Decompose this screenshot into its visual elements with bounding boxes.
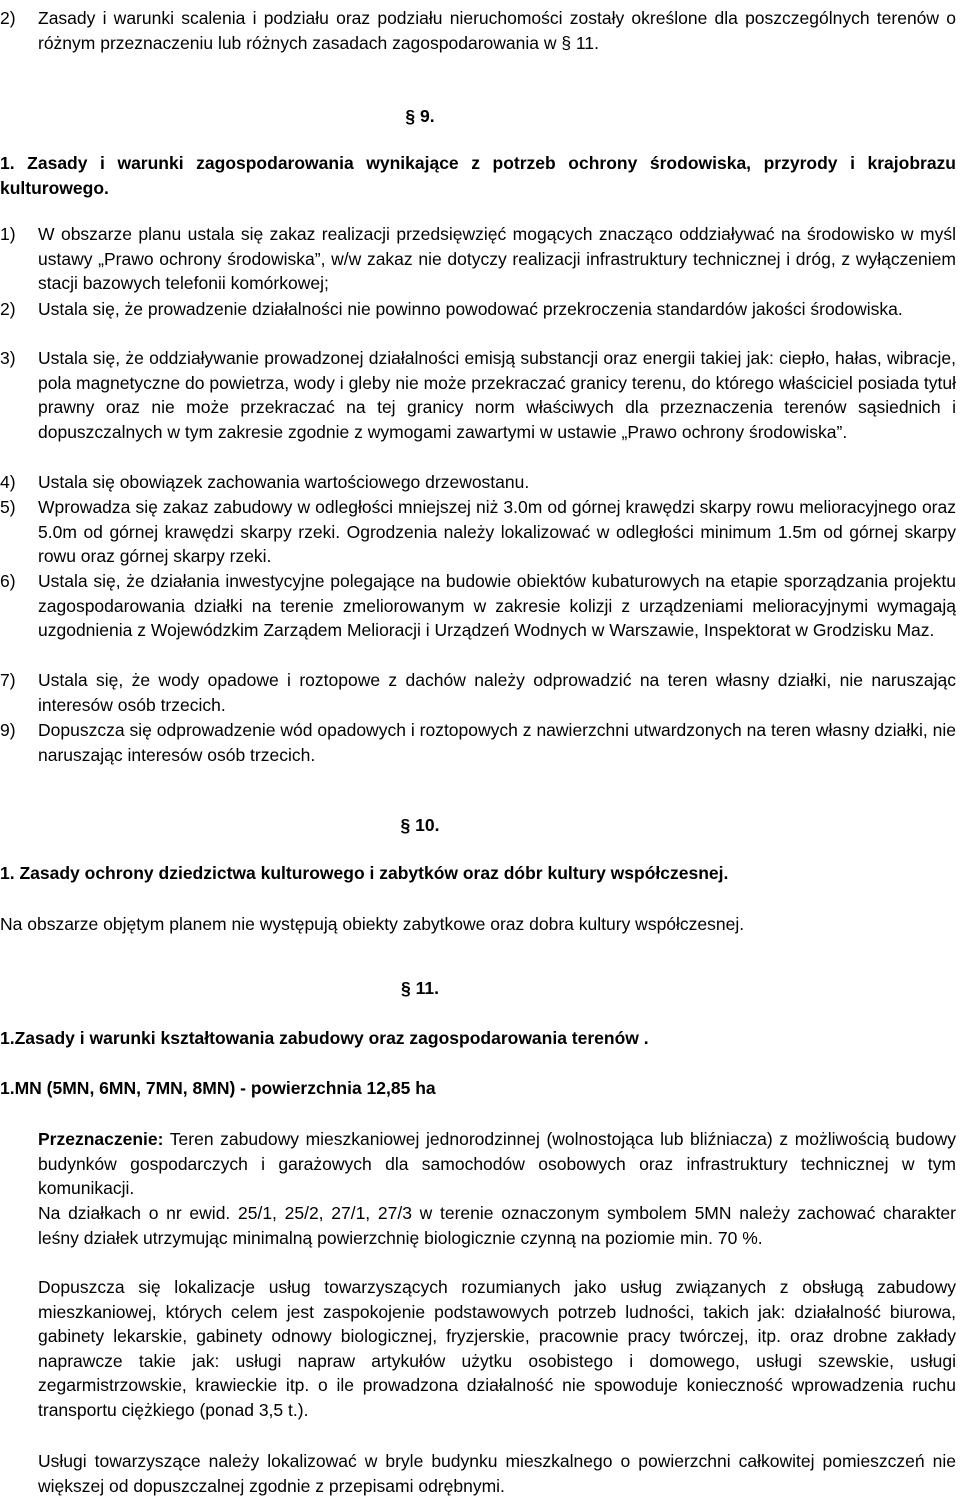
paragraph-services-location: Usługi towarzyszące należy lokalizować w bryle budynku mieszkalnego o powierzchni całkowitej pomieszczeń nie większej od dopuszczalnej zgodnie z przepisami odrębnymi.	[38, 1451, 956, 1496]
section-11-subtitle: 1.MN (5MN, 6MN, 7MN, 8MN) - powierzchnia 12,85 ha	[0, 1078, 436, 1098]
przeznaczenie-paragraph	[38, 1127, 956, 1201]
list-item-text: Ustala się, że oddziaływanie prowadzonej działalności emisją substancji oraz energii takiej jak: ciepło, hałas, wibracje, pola magnetyczne do powietrza, wody i gleby nie może przekraczać granicy terenu, do którego właściciel posiada tytuł prawny oraz nie może przekraczać na tej granicy norm właściwych dla przeznaczenia terenów sąsiednich i dopuszczalnych w tym zakresie zgodnie z wymogami zawartymi w ustawie „Prawo ochrony środowiska”.	[38, 348, 956, 442]
section-10-marker: § 10.	[400, 815, 440, 835]
section-10-title: 1. Zasady ochrony dziedzictwa kulturowego i zabytków oraz dóbr kultury współczesnej.	[0, 863, 729, 883]
list-item-text: Ustala się, że prowadzenie działalności nie powinno powodować przekroczenia standardów jakości środowiska.	[38, 299, 903, 319]
list-item-text: Ustala się, że działania inwestycyjne polegające na budowie obiektów kubaturowych na etapie sporządzania projektu zagospodarowania działki na terenie zmeliorowanym w zakresie kolizji z urządzeniami melioracyjnymi wymagają uzgodnienia z Wojewódzkim Zarządem Melioracji i Urządzeń Wodnych w Warszawie, Inspektorat w Grodzisku Maz.	[38, 571, 956, 641]
przeznaczenie-label: Przeznaczenie:	[38, 1129, 164, 1149]
list-item-text: Ustala się obowiązek zachowania wartościowego drzewostanu.	[38, 472, 530, 492]
list-item-number: 6)	[0, 571, 16, 591]
list-item-number: 4)	[0, 472, 16, 492]
list-item-text: Wprowadza się zakaz zabudowy w odległości mniejszej niż 3.0m od górnej krawędzi skarpy rowu melioracyjnego oraz 5.0m od górnej krawędzi skarpy rzeki. Ogrodzenia należy lokalizować w odległości minimum 1.5m od górnej skarpy rowu oraz górnej skarpy rzeki.	[38, 497, 956, 567]
list-item-number: 7)	[0, 670, 16, 690]
section-11-title: 1.Zasady i warunki kształtowania zabudowy oraz zagospodarowania terenów .	[0, 1028, 649, 1048]
list-item-number: 2)	[0, 299, 16, 319]
list-item-number: 9)	[0, 720, 16, 740]
item-text: Zasady i warunki scalenia i podziału oraz podziału nieruchomości zostały określone dla poszczególnych terenów o różnym przeznaczeniu lub różnych zasadach zagospodarowania w § 11.	[38, 8, 956, 53]
top-list-item	[0, 6, 956, 80]
item-number: 2)	[0, 8, 16, 28]
przeznaczenie-text: Teren zabudowy mieszkaniowej jednorodzinnej (wolnostojąca lub bliźniacza) z możliwością budowy budynków gospodarczych i garażowych dla samochodów osobowych oraz infrastruktury technicznej w tym komunikacji.	[38, 1129, 956, 1199]
list-item-number: 3)	[0, 348, 16, 368]
list-item-number: 5)	[0, 497, 16, 517]
list-item-text: Ustala się, że wody opadowe i roztopowe z dachów należy odprowadzić na teren własny działki, nie naruszając interesów osób trzecich.	[38, 670, 956, 715]
section-9-title: 1. Zasady i warunki zagospodarowania wynikające z potrzeb ochrony środowiska, przyrody i krajobrazu kulturowego.	[0, 153, 956, 198]
paragraph-services: Dopuszcza się lokalizacje usług towarzyszących rozumianych jako usług związanych z obsługą zabudowy mieszkaniowej, których celem jest zaspokojenie podstawowych potrzeb ludności, takich jak: działalność biurowa, gabinety lekarskie, gabinety odnowy biologicznej, fryzjerskie, pracownie pracy twórczej, itp. oraz drobne zakłady naprawcze takie jak: usługi napraw artykułów użytku osobistego i domowego, usługi szewskie, usługi zegarmistrzowskie, krawieckie itp. o ile prowadzona działalność nie spowoduje konieczność wprowadzenia ruchu transportu ciężkiego (ponad 3,5 t.).	[38, 1277, 956, 1420]
list-item-text: Dopuszcza się odprowadzenie wód opadowych i roztopowych z nawierzchni utwardzonych na teren własny działki, nie naruszając interesów osób trzecich.	[38, 720, 956, 765]
section-9-marker: § 9.	[405, 106, 435, 126]
list-item-number: 1)	[0, 224, 16, 244]
list-item-text: W obszarze planu ustala się zakaz realizacji przedsięwzięć mogących znacząco oddziaływać na środowisko w myśl ustawy „Prawo ochrony środowiska”, w/w zakaz nie dotyczy realizacji infrastruktury technicznej i dróg, z wyłączeniem stacji bazowych telefonii komórkowej;	[38, 224, 956, 294]
paragraph-plots: Na działkach o nr ewid. 25/1, 25/2, 27/1, 27/3 w terenie oznaczonym symbolem 5MN należy zachować charakter leśny działek utrzymując minimalną powierzchnię biologicznie czynną na poziomie min. 70 %.	[38, 1203, 956, 1248]
section-11-marker: § 11.	[401, 978, 439, 998]
section-10-text: Na obszarze objętym planem nie występują obiekty zabytkowe oraz dobra kultury współczesnej.	[0, 914, 745, 934]
